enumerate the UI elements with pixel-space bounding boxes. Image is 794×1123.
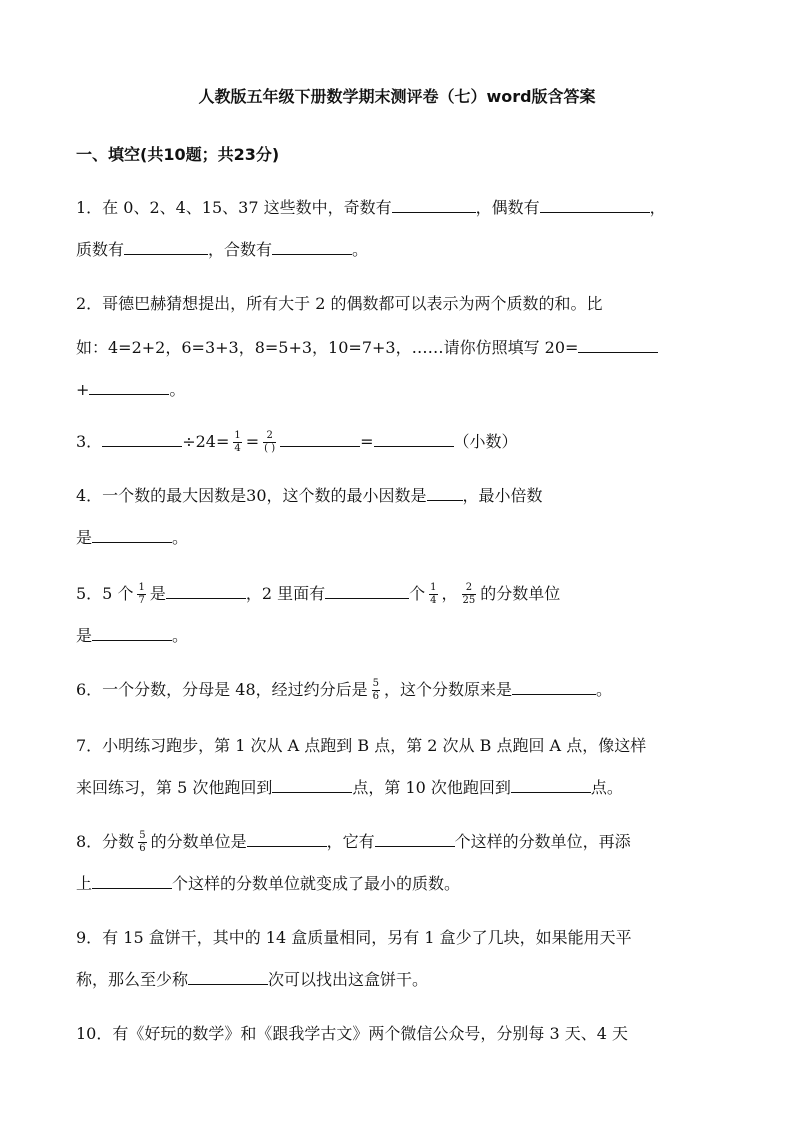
q5-blank-3[interactable] [92, 624, 172, 641]
q5-comma: ， [441, 584, 458, 603]
q8-fraction: $\frac{5}{6}$ [139, 830, 146, 854]
q6-text-b: ，这个分数原来是 [384, 680, 513, 699]
q1-text-a: 1．在 0、2、4、15、37 这些数中，奇数有 [76, 198, 392, 217]
q3-blank-2[interactable] [280, 430, 360, 447]
question-7-line-1: 7．小明练习跑步，第 1 次从 A 点跑到 B 点，第 2 次从 B 点跑回 A 点，像这样 [76, 736, 647, 755]
q4-blank-1[interactable] [427, 484, 463, 501]
q1-blank-odd[interactable] [392, 196, 476, 213]
q7-blank-1[interactable] [272, 776, 352, 793]
q2-plus: + [76, 380, 90, 399]
q1-blank-composite[interactable] [272, 238, 352, 255]
page-title: 人教版五年级下册数学期末测评卷（七）word版含答案 [198, 87, 596, 106]
q1-text-f: 。 [352, 240, 369, 259]
question-10-line-1: 10．有《好玩的数学》和《跟我学古文》两个微信公众号，分别每 3 天、4 天 [76, 1024, 628, 1043]
q4-text-a: 4．一个数的最大因数是30，这个数的最小因数是 [76, 486, 427, 505]
question-3-line [76, 430, 726, 454]
q1-text-b: ，偶数有 [475, 198, 540, 217]
q3-text-b: ÷24= [182, 432, 230, 451]
q7-text-b: 点，第 10 次他跑回到 [352, 778, 511, 797]
q6-fraction: $\frac{5}{6}$ [372, 678, 380, 702]
q7-blank-2[interactable] [511, 776, 591, 793]
q8-text-a: 8．分数 [76, 832, 135, 851]
q3-fraction-2: $\frac{2}{( )}$ [264, 430, 276, 454]
section-heading: 一、填空(共10题；共23分) [76, 145, 280, 164]
question-2-line-3 [76, 378, 726, 402]
question-6-line [76, 678, 726, 702]
q4-text-c: 是 [76, 528, 93, 547]
question-2-line-2 [76, 336, 726, 360]
q8-text-e: 上 [76, 874, 93, 893]
question-1-line-1 [76, 196, 726, 220]
question-8-line-1 [76, 830, 726, 854]
q2-end: 。 [169, 380, 186, 399]
q5-fraction-1: $\frac{1}{7}$ [138, 582, 145, 606]
q5-text-b: 是 [149, 584, 166, 603]
q8-text-c: ，它有 [326, 832, 375, 851]
q3-fraction-1: $\frac{1}{4}$ [234, 430, 241, 454]
q1-blank-prime[interactable] [124, 238, 208, 255]
q5-blank-1[interactable] [166, 582, 246, 599]
q7-text-c: 点。 [590, 778, 623, 797]
q3-blank-3[interactable] [374, 430, 454, 447]
q5-text-a: 5．5 个 [76, 584, 134, 603]
q9-blank[interactable] [188, 968, 268, 985]
q2-text: 如：4=2+2，6=3+3，8=5+3，10=7+3，……请你仿照填写 20= [76, 338, 579, 357]
q8-blank-1[interactable] [247, 830, 327, 847]
question-5-line-1 [76, 582, 726, 606]
q6-end: 。 [596, 680, 613, 699]
q5-fraction-3: $\frac{2}{25}$ [462, 582, 476, 606]
q9-text-a: 称，那么至少称 [76, 970, 189, 989]
q9-text-b: 次可以找出这盒饼干。 [268, 970, 429, 989]
q5-blank-2[interactable] [325, 582, 409, 599]
q1-text-d: 质数有 [76, 240, 125, 259]
q5-text-e: 的分数单位 [480, 584, 561, 603]
question-1-line-2 [76, 238, 726, 262]
question-5-line-2 [76, 624, 726, 648]
q3-text-a: 3． [76, 432, 103, 451]
q5-fraction-2: $\frac{1}{4}$ [430, 582, 437, 606]
q4-text-b: ，最小倍数 [462, 486, 543, 505]
q3-text-d: （小数） [453, 432, 518, 451]
q6-blank[interactable] [512, 678, 596, 695]
question-2-line-1: 2．哥德巴赫猜想提出，所有大于 2 的偶数都可以表示为两个质数的和。比 [76, 294, 603, 313]
question-8-line-2 [76, 872, 726, 896]
q4-blank-2[interactable] [92, 526, 172, 543]
q2-blank-1[interactable] [578, 336, 658, 353]
q5-text-c: ，2 里面有 [245, 584, 326, 603]
q8-blank-2[interactable] [375, 830, 455, 847]
q8-text-d: 个这样的分数单位，再添 [454, 832, 631, 851]
q4-end: 。 [172, 528, 189, 547]
question-9-line-1: 9．有 15 盒饼干，其中的 14 盒质量相同，另有 1 盒少了几块，如果能用天平 [76, 928, 632, 947]
q3-text-c: = [360, 432, 374, 451]
question-7-line-2 [76, 776, 726, 800]
q3-equals: = [245, 432, 260, 451]
q1-blank-even[interactable] [540, 196, 650, 213]
question-4-line-2 [76, 526, 726, 550]
question-4-line-1 [76, 484, 726, 508]
q1-text-c: ， [649, 198, 666, 217]
q5-text-f: 是 [76, 626, 93, 645]
q8-blank-3[interactable] [92, 872, 172, 889]
q1-text-e: ，合数有 [208, 240, 273, 259]
q6-text-a: 6．一个分数，分母是 48，经过约分后是 [76, 680, 368, 699]
question-9-line-2 [76, 968, 726, 992]
q5-text-d: 个 [409, 584, 426, 603]
q3-blank-1[interactable] [102, 430, 182, 447]
q8-text-f: 个这样的分数单位就变成了最小的质数。 [172, 874, 461, 893]
q7-text-a: 来回练习，第 5 次他跑回到 [76, 778, 273, 797]
q8-text-b: 的分数单位是 [150, 832, 247, 851]
q2-blank-2[interactable] [89, 378, 169, 395]
q5-end: 。 [172, 626, 189, 645]
